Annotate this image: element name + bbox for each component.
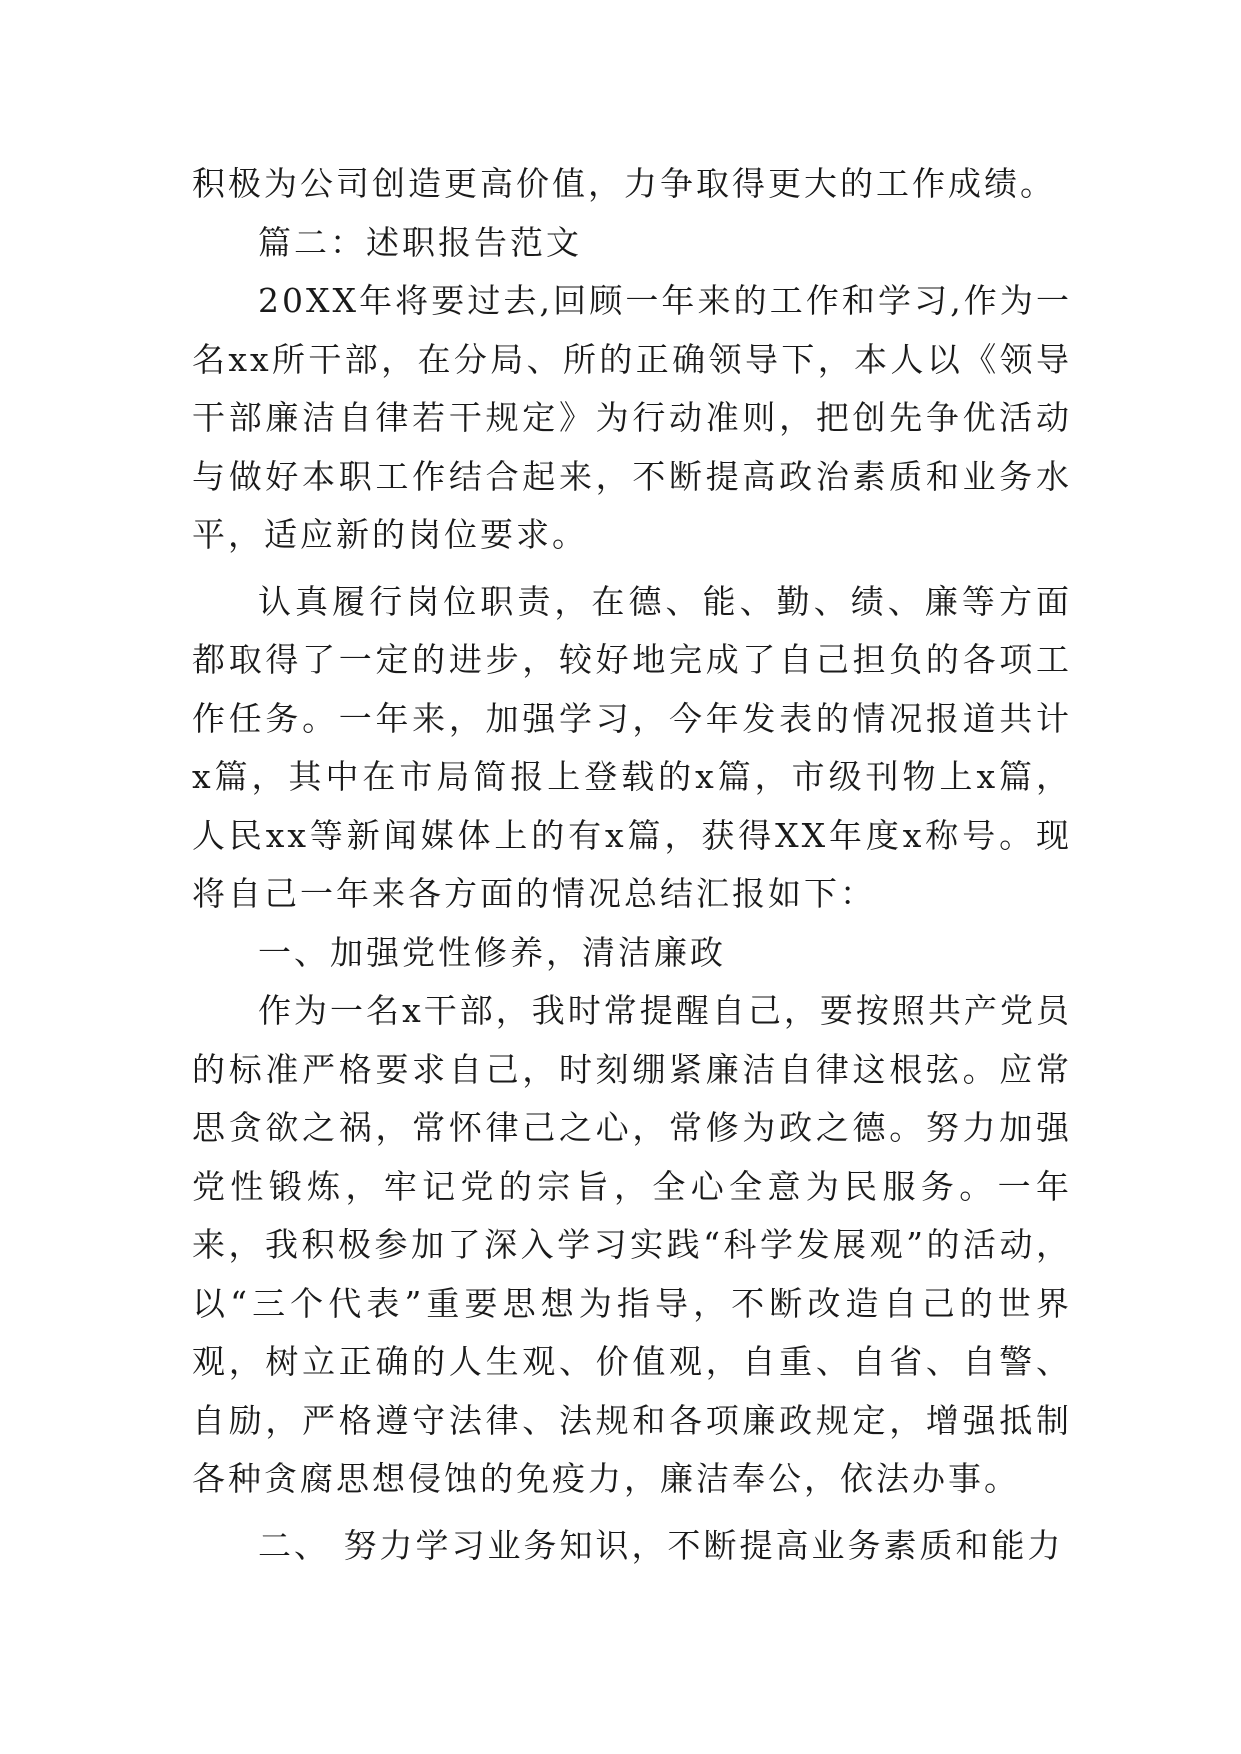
heading-two: 二、 努力学习业务知识，不断提高业务素质和能力: [258, 1525, 1064, 1565]
section-title: 篇二：述职报告范文: [258, 222, 582, 262]
document-body: [192, 155, 1072, 1575]
paragraph-party-discipline: 作为一名x干部，我时常提醒自己，要按照共产党员的标准严格要求自己，时刻绷紧廉洁自律这根弦。应常思贪欲之祸，常怀律己之心，常修为政之德。努力加强党性锻炼，牢记党的宗旨，全心全意为民服务。一年来，我积极参加了深入学习实践“科学发展观”的活动，以“三个代表”重要思想为指导，不断改造自己的世界观，树立正确的人生观、价值观，自重、自省、自警、自励，严格遵守法律、法规和各项廉政规定，增强抵制各种贪腐思想侵蚀的免疫力，廉洁奉公，依法办事。: [192, 991, 1072, 1498]
paragraph-continuation: 积极为公司创造更高价值，力争取得更大的工作成绩。: [192, 164, 1056, 203]
heading-one: 一、加强党性修养，清洁廉政: [258, 932, 726, 972]
paragraph-summary: 认真履行岗位职责，在德、能、勤、绩、廉等方面都取得了一定的进步，较好地完成了自己担负的各项工作任务。一年来，加强学习，今年发表的情况报道共计x篇，其中在市局简报上登载的x篇，市级刊物上x篇，人民xx等新闻媒体上的有x篇，获得XX年度x称号。现将自己一年来各方面的情况总结汇报如下：: [192, 581, 1072, 913]
paragraph-intro: 20XX年将要过去,回顾一年来的工作和学习,作为一名xx所干部，在分局、所的正确领导下，本人以《领导干部廉洁自律若干规定》为行动准则，把创先争优活动与做好本职工作结合起来，不断提高政治素质和业务水平，适应新的岗位要求。: [192, 281, 1072, 554]
